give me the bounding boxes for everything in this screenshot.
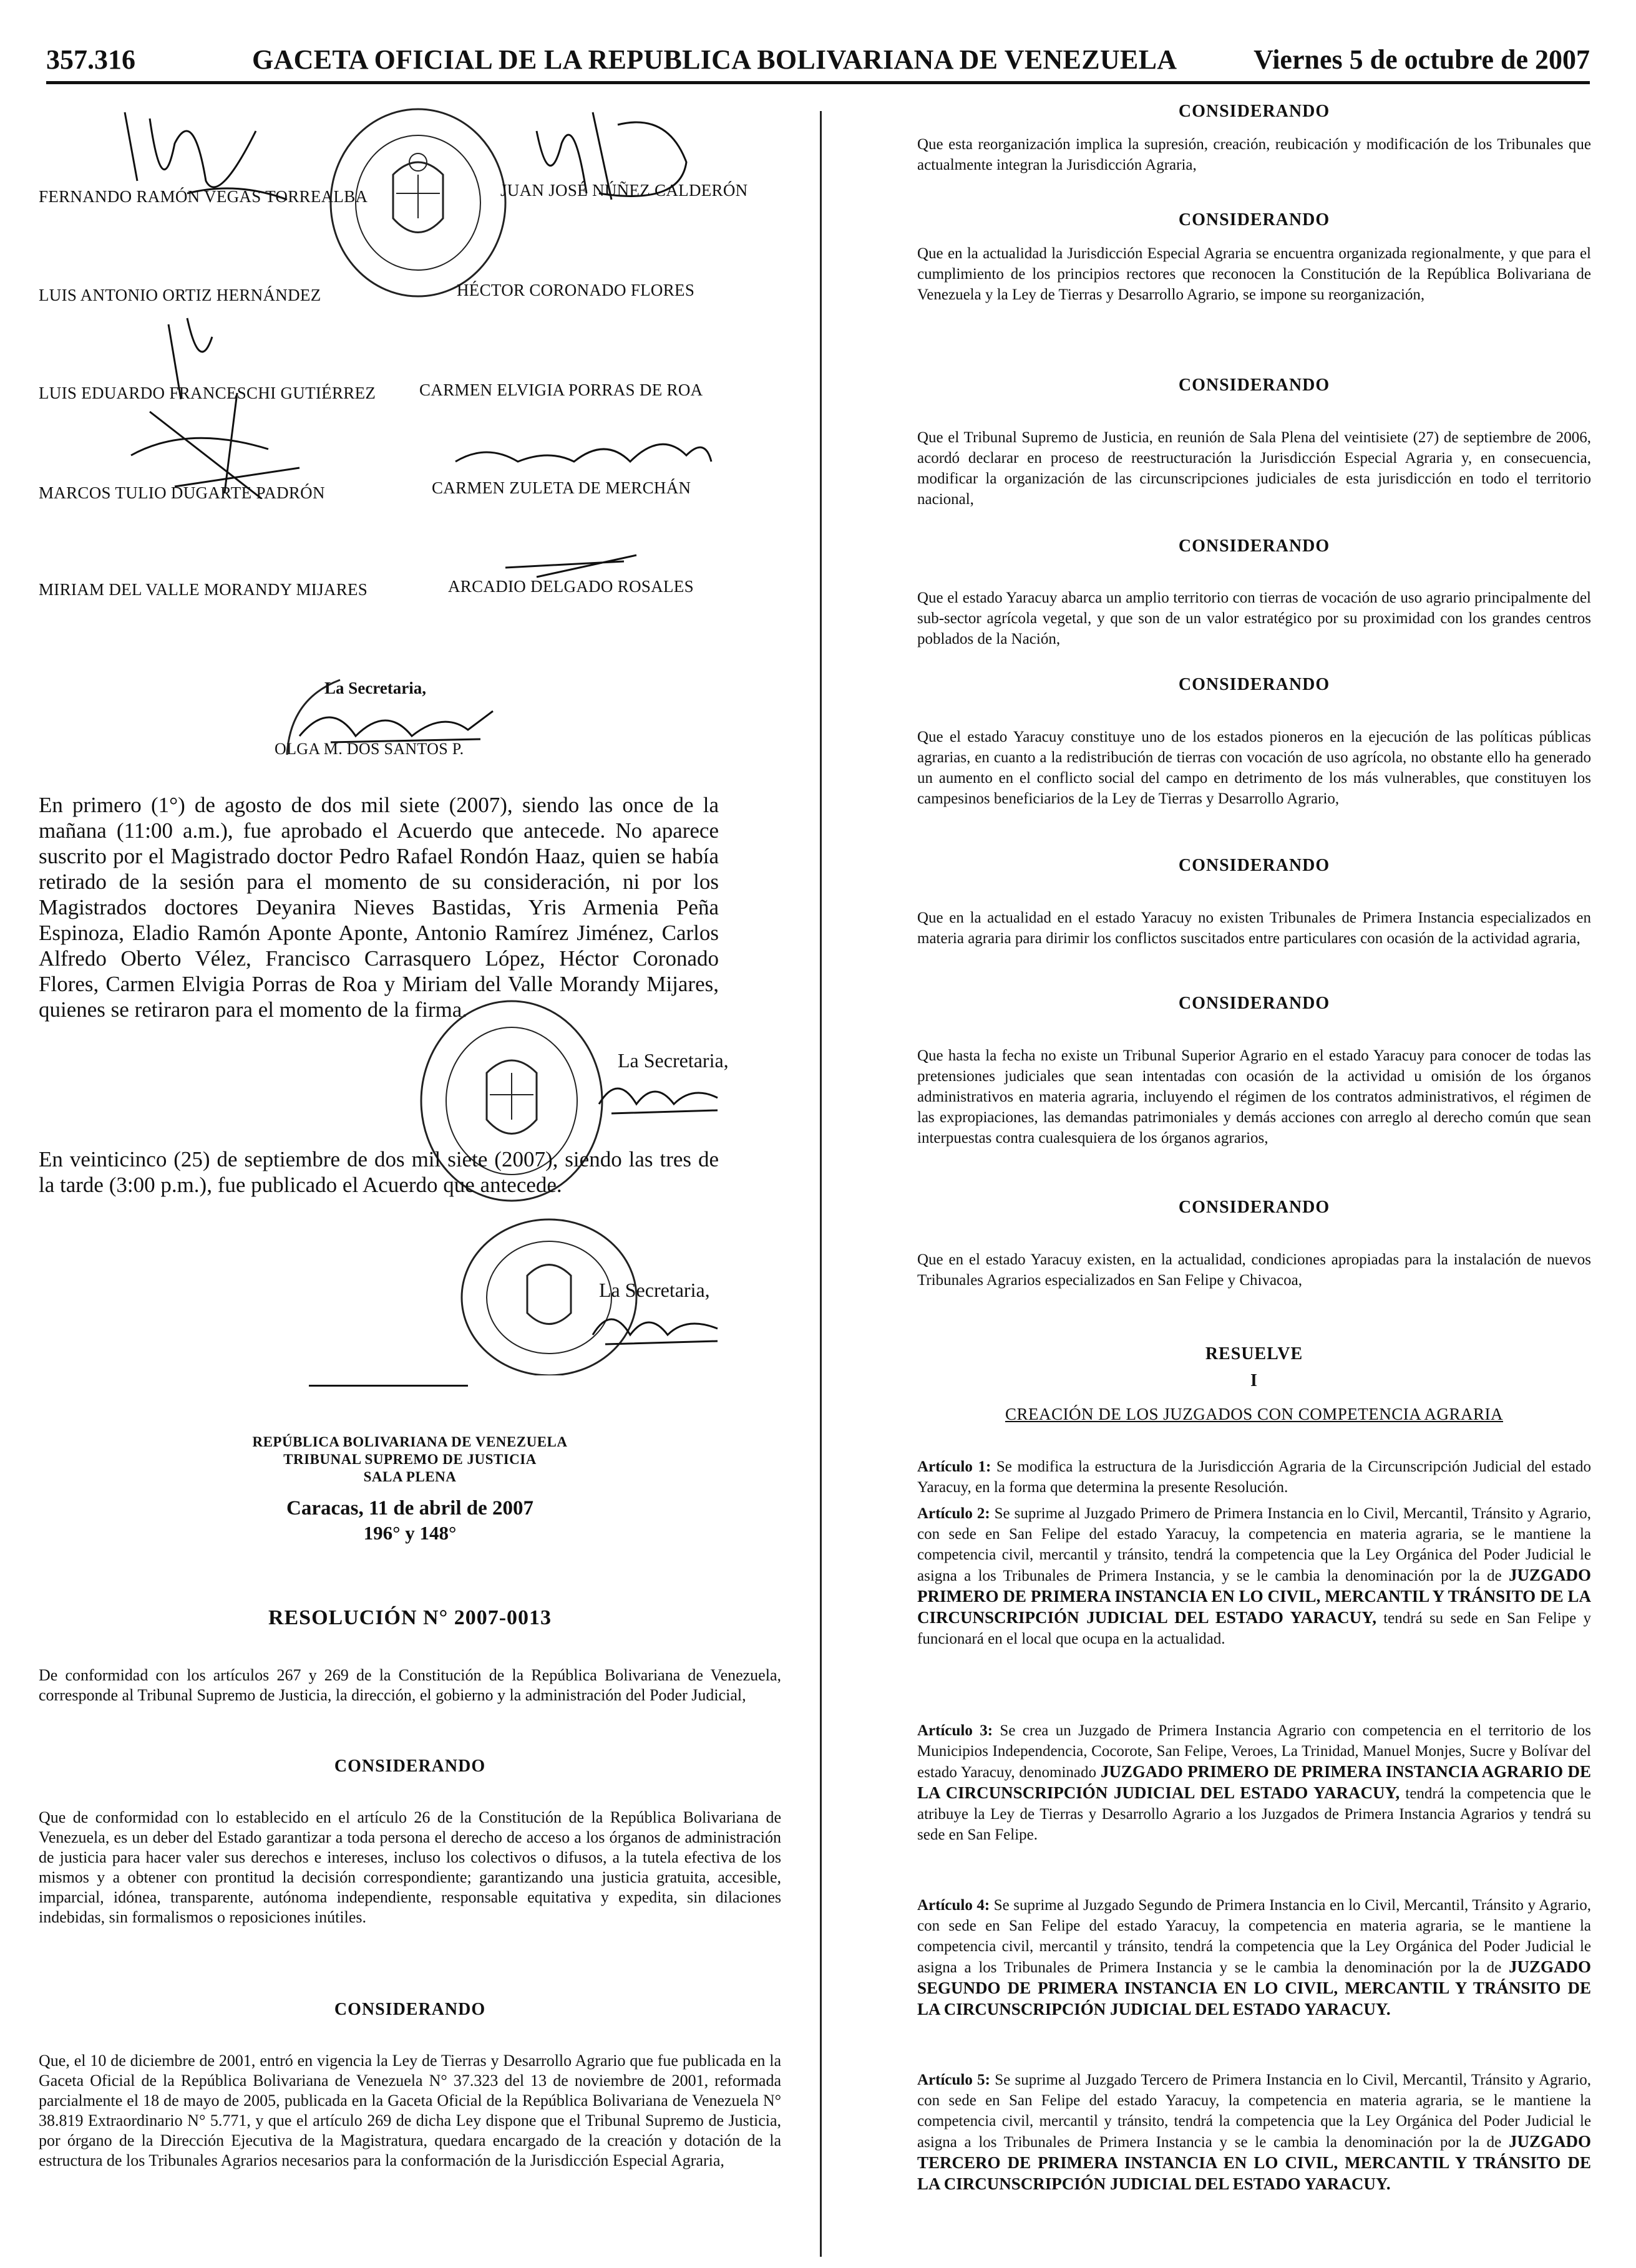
article-text: tendrá la competencia que le atribuye la Ley de Tierras y Desarrollo Agrario a los Juzgados de Primera Instancia Agrarios y tendrá su sede en San Felipe.: [917, 1785, 1592, 1843]
article-text: tendrá su sede en San Felipe y funcionará en el local que ocupa en la actualidad.: [917, 1610, 1592, 1647]
considerando-heading: CONSIDERANDO: [1178, 102, 1330, 121]
article-text: Se suprime al Juzgado Segundo de Primera Instancia en lo Civil, Mercantil, Tránsito y Agrario, con sede en San Felipe del estado Yaracuy, la competencia en materia agraria, se le mantiene la competencia civil, mercantil y tránsito, tendrá la competencia que la Ley Orgánica del Poder Judicial le asigna a los Tribunales de Primera Instancia y se le cambia la denominación por la de: [917, 1897, 1591, 1976]
signature-scribble: [587, 1297, 730, 1354]
years: 196° y 148°: [363, 1522, 457, 1544]
signature-scribble: [524, 106, 711, 218]
approval-paragraph: En primero (1°) de agosto de dos mil siete (2007), siendo las once de la mañana (11:00 a.m.), fue aprobado el Acuerdo que antecede. No aparece suscrito por el Magistrado doctor Pedro Rafael Rondón Haaz, quien se había retirado de la sesión para el momento de su consideración, ni por los Magistrados doctores Deyanira Nieves Bastidas, Yris Armenia Peña Espinoza, Eladio Ramón Aponte Aponte, Antonio Ramírez Jiménez, Carlos Alfredo Oberto Vélez, Francisco Carrasquero López, Héctor Coronado Flores, Carmen Elvigia Porras de Roa y Miriam del Valle Morandy Mijares, quienes se retiraron para el momento de la firma.: [39, 793, 719, 1022]
article-3: [917, 1720, 1591, 1845]
place-date: Caracas, 11 de abril de 2007: [286, 1497, 533, 1519]
signatory-name: CARMEN ELVIGIA PORRAS DE ROA: [419, 380, 703, 399]
institution-line: TRIBUNAL SUPREMO DE JUSTICIA: [283, 1451, 537, 1467]
considerando-heading: CONSIDERANDO: [1178, 994, 1330, 1013]
article-text: Se crea un Juzgado de Primera Instancia Agrario con competencia en el territorio de los Municipios Independencia, Cocorote, San Felipe, Veroes, La Trinidad, Manuel Monjes, Sucre y Bolívar del estado Yaracuy, denominado: [917, 1722, 1591, 1781]
column-divider: [820, 111, 822, 2257]
issue-date: Viernes 5 de octubre de 2007: [1254, 44, 1590, 75]
considerando-paragraph: Que en la actualidad en el estado Yaracuy no existen Tribunales de Primera Instancia especializados en materia agraria para dirimir los conflictos suscitados entre particulares con ocasión de la actividad agraria,: [917, 909, 1591, 947]
court-name: JUZGADO SEGUNDO DE PRIMERA INSTANCIA EN LO CIVIL, MERCANTIL Y TRÁNSITO DE LA CIRCUNSCRIPCIÓN JUDICIAL DEL ESTADO YARACUY.: [917, 1957, 1591, 2018]
resuelve-heading: RESUELVE: [1205, 1344, 1303, 1364]
article-2: [917, 1503, 1591, 1649]
signatory-name: LUIS EDUARDO FRANCESCHI GUTIÉRREZ: [39, 384, 376, 402]
considerando-paragraph: Que en la actualidad la Jurisdicción Especial Agraria se encuentra organizada regionalmente, y que para el cumplimiento de los principios rectores que reconocen la Constitución de la República Bolivariana de Venezuela y la Ley de Tierras y Desarrollo Agrario, se impone su reorganización,: [917, 245, 1591, 303]
considerando-paragraph: Que el estado Yaracuy abarca un amplio territorio con tierras de vocación de uso agrario principalmente del sub-sector agrícola vegetal, y que son de un valor estratégico por su proximidad con los grandes centros poblados de la Nación,: [917, 589, 1591, 647]
signatory-name: CARMEN ZULETA DE MERCHÁN: [432, 478, 691, 497]
considerando-heading: CONSIDERANDO: [1178, 536, 1330, 556]
page-header: [46, 44, 1590, 87]
institution-heading: [39, 1433, 781, 1486]
article-4: [917, 1895, 1591, 2020]
considerando-heading: CONSIDERANDO: [1178, 1198, 1330, 1217]
article-text: Se modifica la estructura de la Jurisdicción Agraria de la Circunscripción Judicial del estado Yaracuy, en la forma que determina la presente Resolución.: [917, 1458, 1592, 1496]
considerando-heading: CONSIDERANDO: [1178, 675, 1330, 694]
section-divider: [309, 1385, 468, 1387]
section-roman: I: [1250, 1371, 1258, 1390]
considerando-paragraph: Que el Tribunal Supremo de Justicia, en reunión de Sala Plena del veintisiete (27) de septiembre de 2006, acordó declarar en proceso de reestructuración la Jurisdicción Especial Agraria y, en consecuencia, modificar la organización de las circunscripciones judiciales de esta jurisdicción en todo el territorio nacional,: [917, 429, 1591, 508]
considerando-heading: CONSIDERANDO: [334, 2000, 486, 2019]
secretaria-label: La Secretaria,: [618, 1049, 729, 1072]
article-1: [917, 1456, 1591, 1498]
article-label: Artículo 4:: [917, 1897, 990, 1914]
signatory-name: HÉCTOR CORONADO FLORES: [457, 281, 695, 299]
article-text: Se suprime al Juzgado Tercero de Primera Instancia en lo Civil, Mercantil, Tránsito y Agrario, con sede en San Felipe del estado Yaracuy, la competencia en materia agraria, se le mantiene la competencia civil, mercantil y tránsito, tendrá la competencia que la Ley Orgánica del Poder Judicial le asigna a los Tribunales de Primera Instancia y se le cambia la denominación por la de: [917, 2072, 1591, 2151]
publication-paragraph: En veinticinco (25) de septiembre de dos mil siete (2007), siendo las tres de la tarde (3:00 p.m.), fue publicado el Acuerdo que antecede.: [39, 1147, 719, 1197]
court-name: JUZGADO PRIMERO DE PRIMERA INSTANCIA EN LO CIVIL, MERCANTIL Y TRÁNSITO DE LA CIRCUNSCRIPCIÓN JUDICIAL DEL ESTADO YARACUY,: [917, 1566, 1591, 1627]
article-label: Artículo 3:: [917, 1722, 993, 1739]
secretaria-label: La Secretaria,: [324, 679, 426, 697]
signature-scribble: [593, 1067, 730, 1123]
considerando-heading: CONSIDERANDO: [1178, 210, 1330, 230]
institution-line: SALA PLENA: [363, 1469, 457, 1485]
considerando-paragraph: Que, el 10 de diciembre de 2001, entró en vigencia la Ley de Tierras y Desarrollo Agrario que fue publicada en la Gaceta Oficial de la República Bolivariana de Venezuela N° 37.323 del 13 de noviembre de 2001, reformada parcialmente el 18 de mayo de 2005, publicada en la Gaceta Oficial de la República Bolivariana de Venezuela N° 38.819 Extraordinario N° 5.771, y que el artículo 269 de dicha Ley dispone que el Tribunal Supremo de Justicia, por órgano de la Dirección Ejecutiva de la Magistratura, quedara encargado de la creación y dotación de la estructura de los Tribunales Agrarios necesarios para la conformación de la Jurisdicción Especial Agraria,: [39, 2052, 781, 2169]
gazette-title: GACETA OFICIAL DE LA REPUBLICA BOLIVARIANA DE VENEZUELA: [252, 44, 1177, 75]
institution-line: REPÚBLICA BOLIVARIANA DE VENEZUELA: [252, 1434, 568, 1450]
section-title: CREACIÓN DE LOS JUZGADOS CON COMPETENCIA AGRARIA: [1005, 1405, 1504, 1423]
court-name: JUZGADO PRIMERO DE PRIMERA INSTANCIA AGRARIO DE LA CIRCUNSCRIPCIÓN JUDICIAL DEL ESTADO YARACUY,: [917, 1762, 1591, 1802]
signatory-name: MIRIAM DEL VALLE MORANDY MIJARES: [39, 580, 368, 599]
article-5: [917, 2070, 1591, 2195]
considerando-heading: CONSIDERANDO: [1178, 856, 1330, 875]
page-number: 357.316: [46, 44, 135, 75]
considerando-paragraph: Que en el estado Yaracuy existen, en la actualidad, condiciones apropiadas para la instalación de nuevos Tribunales Agrarios especializados en San Felipe y Chivacoa,: [917, 1251, 1591, 1289]
article-label: Artículo 1:: [917, 1458, 991, 1475]
considerando-paragraph: Que de conformidad con lo establecido en el artículo 26 de la Constitución de la República Bolivariana de Venezuela, es un deber del Estado garantizar a toda persona el derecho de acceso a los órganos de administración de justicia para hacer valer sus derechos e intereses, incluso los colectivos o difusos, a la tutela efectiva de los mismos y a obtener con prontitud la decisión correspondiente; garantizando una justicia gratuita, accesible, imparcial, idónea, transparente, autónoma independiente, responsable equitativa y expedita, sin dilaciones indebidas, sin formalismos o reposiciones inútiles.: [39, 1808, 781, 1926]
secretaria-name: OLGA M. DOS SANTOS P.: [275, 740, 464, 758]
signature-scribble: [449, 424, 718, 480]
article-label: Artículo 2:: [917, 1505, 990, 1522]
signatory-name: JUAN JOSÉ NÚÑEZ CALDERÓN: [500, 181, 748, 200]
resolution-number: RESOLUCIÓN N° 2007-0013: [268, 1606, 552, 1629]
article-label: Artículo 5:: [917, 2072, 990, 2088]
considerando-paragraph: Que esta reorganización implica la supresión, creación, reubicación y modificación de los Tribunales que actualmente integran la Jurisdicción Agraria,: [917, 136, 1591, 173]
signatory-name: ARCADIO DELGADO ROSALES: [448, 577, 694, 596]
considerando-paragraph: Que el estado Yaracuy constituye uno de los estados pioneros en la ejecución de las políticas públicas agrarias, en cuanto a la redistribución de tierras con vocación de uso agrícola, no obstante ello ha generado un aumento en el conflicto social del campo en detrimento de los más vulnerables, que constituyen los campesinos beneficiarios de la Ley de Tierras y Desarrollo Agrario,: [917, 729, 1591, 807]
considerando-heading: CONSIDERANDO: [1178, 376, 1330, 395]
signatory-name: FERNANDO RAMÓN VEGAS TORREALBA: [39, 187, 368, 206]
signatory-name: LUIS ANTONIO ORTIZ HERNÁNDEZ: [39, 286, 321, 304]
intro-paragraph: De conformidad con los artículos 267 y 269 de la Constitución de la República Bolivariana de Venezuela, corresponde al Tribunal Supremo de Justicia, la dirección, el gobierno y la administración del Poder Judicial,: [39, 1666, 781, 1704]
considerando-heading: CONSIDERANDO: [334, 1757, 486, 1776]
header-rule: [46, 81, 1590, 84]
court-name: JUZGADO TERCERO DE PRIMERA INSTANCIA EN LO CIVIL, MERCANTIL Y TRÁNSITO DE LA CIRCUNSCRIPCIÓN JUDICIAL DEL ESTADO YARACUY.: [917, 2132, 1591, 2193]
article-text: Se suprime al Juzgado Primero de Primera Instancia en lo Civil, Mercantil, Tránsito y Agrario, con sede en San Felipe del estado Yaracuy, la competencia en materia agraria, se le mantiene la competencia civil, mercantil y tránsito, tendrá la competencia que la Ley Orgánica del Poder Judicial le asigna a los Tribunales de Primera Instancia, y se le cambia la denominación por la de: [917, 1505, 1591, 1584]
signatory-name: MARCOS TULIO DUGARTE PADRÓN: [39, 483, 325, 502]
considerando-paragraph: Que hasta la fecha no existe un Tribunal Superior Agrario en el estado Yaracuy para conocer de todas las pretensiones judiciales que sean intentadas con ocasión de la actividad u omisión de los órganos administrativos en materia agraria, incluyendo el régimen de los contratos administrativos, el régimen de las expropiaciones, las demandas patrimoniales y demás acciones con arreglo al derecho común que sean interpuestas contra cualesquiera de los órganos agrarios,: [917, 1047, 1591, 1146]
signature-scribble: [112, 312, 312, 499]
secretaria-label: La Secretaria,: [599, 1279, 710, 1301]
